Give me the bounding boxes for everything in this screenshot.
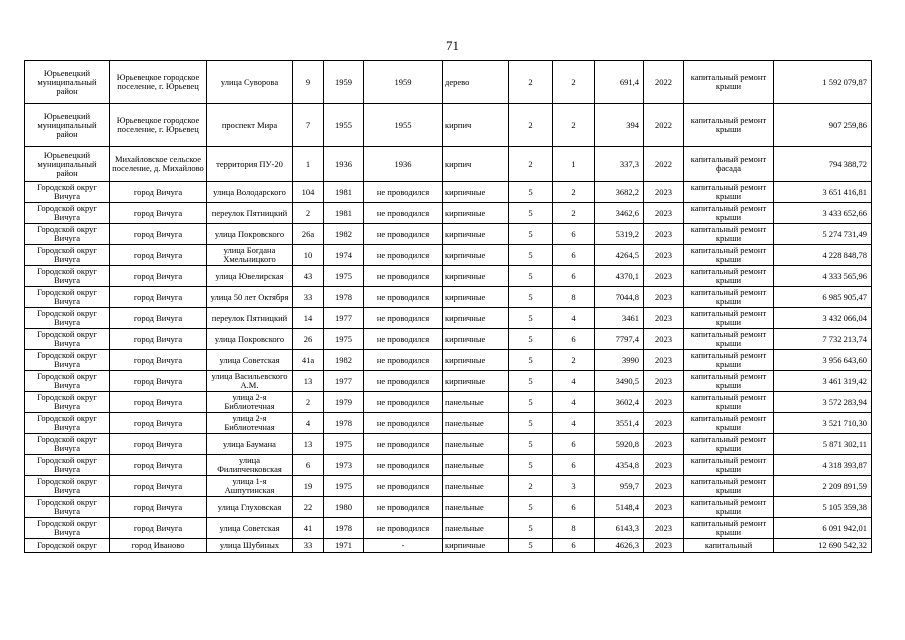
table-row xyxy=(25,518,872,539)
entrances-cell: 2 xyxy=(553,61,595,104)
settlement-cell: город Вичуга xyxy=(110,266,207,287)
settlement-cell: город Вичуга xyxy=(110,392,207,413)
table-row xyxy=(25,497,872,518)
work-type-cell: капитальный ремонт крыши xyxy=(684,203,774,224)
wall-material-cell: кирпичные xyxy=(443,539,509,553)
entrances-cell: 6 xyxy=(553,245,595,266)
entrances-cell: 4 xyxy=(553,308,595,329)
entrances-cell: 4 xyxy=(553,371,595,392)
house-number-cell: 26а xyxy=(293,224,324,245)
wall-material-cell: дерево xyxy=(443,61,509,104)
table-row xyxy=(25,455,872,476)
house-number-cell: 13 xyxy=(293,434,324,455)
year-built-cell: 1981 xyxy=(324,203,364,224)
settlement-cell: город Вичуга xyxy=(110,455,207,476)
work-type-cell: капитальный ремонт крыши xyxy=(684,245,774,266)
floors-cell: 5 xyxy=(509,287,553,308)
entrances-cell: 2 xyxy=(553,350,595,371)
area-cell: 3682,2 xyxy=(595,182,644,203)
plan-year-cell: 2022 xyxy=(644,61,684,104)
year-built-cell: 1979 xyxy=(324,392,364,413)
settlement-cell: Михайловское сельское поселение, д. Михайлово xyxy=(110,147,207,182)
year-built-cell: 1977 xyxy=(324,371,364,392)
area-cell: 3551,4 xyxy=(595,413,644,434)
wall-material-cell: кирпичные xyxy=(443,245,509,266)
floors-cell: 2 xyxy=(509,147,553,182)
cost-cell: 5 871 302,11 xyxy=(774,434,872,455)
year-built-cell: 1978 xyxy=(324,413,364,434)
table-row xyxy=(25,224,872,245)
plan-year-cell: 2023 xyxy=(644,182,684,203)
cost-cell: 4 228 848,78 xyxy=(774,245,872,266)
table-row xyxy=(25,287,872,308)
table-row xyxy=(25,147,872,182)
cost-cell: 6 091 942,01 xyxy=(774,518,872,539)
street-cell: улица 50 лет Октября xyxy=(207,287,293,308)
year-overhaul-cell: не проводился xyxy=(364,182,443,203)
work-type-cell: капитальный ремонт крыши xyxy=(684,413,774,434)
cost-cell: 7 732 213,74 xyxy=(774,329,872,350)
year-overhaul-cell: 1936 xyxy=(364,147,443,182)
cost-cell: 2 209 891,59 xyxy=(774,476,872,497)
plan-year-cell: 2023 xyxy=(644,224,684,245)
settlement-cell: город Вичуга xyxy=(110,371,207,392)
year-overhaul-cell: не проводился xyxy=(364,371,443,392)
house-number-cell: 1 xyxy=(293,147,324,182)
floors-cell: 5 xyxy=(509,497,553,518)
cost-cell: 5 105 359,38 xyxy=(774,497,872,518)
district-cell: Юрьевецкий муниципальный район xyxy=(25,104,110,147)
district-cell: Городской округ Вичуга xyxy=(25,392,110,413)
district-cell: Юрьевецкий муниципальный район xyxy=(25,147,110,182)
cost-cell: 4 333 565,96 xyxy=(774,266,872,287)
settlement-cell: город Иваново xyxy=(110,539,207,553)
plan-year-cell: 2022 xyxy=(644,147,684,182)
settlement-cell: город Вичуга xyxy=(110,476,207,497)
year-overhaul-cell: не проводился xyxy=(364,413,443,434)
cost-cell: 3 433 652,66 xyxy=(774,203,872,224)
house-number-cell: 2 xyxy=(293,203,324,224)
settlement-cell: город Вичуга xyxy=(110,182,207,203)
work-type-cell: капитальный ремонт крыши xyxy=(684,497,774,518)
district-cell: Городской округ Вичуга xyxy=(25,350,110,371)
wall-material-cell: кирпичные xyxy=(443,224,509,245)
floors-cell: 2 xyxy=(509,104,553,147)
house-number-cell: 13 xyxy=(293,371,324,392)
house-number-cell: 33 xyxy=(293,539,324,553)
table-row xyxy=(25,434,872,455)
cost-cell: 6 985 905,47 xyxy=(774,287,872,308)
cost-cell: 12 690 542,32 xyxy=(774,539,872,553)
entrances-cell: 8 xyxy=(553,518,595,539)
district-cell: Городской округ Вичуга xyxy=(25,413,110,434)
work-type-cell: капитальный ремонт крыши xyxy=(684,329,774,350)
wall-material-cell: кирпич xyxy=(443,147,509,182)
year-built-cell: 1982 xyxy=(324,224,364,245)
street-cell: проспект Мира xyxy=(207,104,293,147)
area-cell: 4264,5 xyxy=(595,245,644,266)
work-type-cell: капитальный ремонт крыши xyxy=(684,224,774,245)
plan-year-cell: 2023 xyxy=(644,308,684,329)
settlement-cell: город Вичуга xyxy=(110,350,207,371)
settlement-cell: город Вичуга xyxy=(110,224,207,245)
work-type-cell: капитальный ремонт крыши xyxy=(684,266,774,287)
year-built-cell: 1978 xyxy=(324,518,364,539)
plan-year-cell: 2023 xyxy=(644,350,684,371)
table-row xyxy=(25,371,872,392)
street-cell: улица Советская xyxy=(207,350,293,371)
table-row xyxy=(25,350,872,371)
work-type-cell: капитальный ремонт крыши xyxy=(684,434,774,455)
entrances-cell: 3 xyxy=(553,476,595,497)
house-number-cell: 14 xyxy=(293,308,324,329)
floors-cell: 5 xyxy=(509,434,553,455)
district-cell: Городской округ xyxy=(25,539,110,553)
year-built-cell: 1982 xyxy=(324,350,364,371)
table-row xyxy=(25,476,872,497)
cost-cell: 3 432 066,04 xyxy=(774,308,872,329)
table-row xyxy=(25,539,872,553)
settlement-cell: город Вичуга xyxy=(110,308,207,329)
table-row xyxy=(25,61,872,104)
district-cell: Городской округ Вичуга xyxy=(25,434,110,455)
wall-material-cell: кирпичные xyxy=(443,287,509,308)
plan-year-cell: 2023 xyxy=(644,497,684,518)
year-overhaul-cell: - xyxy=(364,539,443,553)
wall-material-cell: кирпичные xyxy=(443,182,509,203)
street-cell: улица Володарского xyxy=(207,182,293,203)
settlement-cell: Юрьевецкое городское поселение, г. Юрьевец xyxy=(110,104,207,147)
page-number: 71 xyxy=(446,38,459,53)
work-type-cell: капитальный ремонт крыши xyxy=(684,308,774,329)
street-cell: улица Богдана Хмельницкого xyxy=(207,245,293,266)
entrances-cell: 6 xyxy=(553,266,595,287)
year-overhaul-cell: не проводился xyxy=(364,245,443,266)
entrances-cell: 6 xyxy=(553,224,595,245)
plan-year-cell: 2023 xyxy=(644,476,684,497)
year-overhaul-cell: не проводился xyxy=(364,455,443,476)
street-cell: улица Покровского xyxy=(207,329,293,350)
street-cell: улица Советская xyxy=(207,518,293,539)
wall-material-cell: кирпичные xyxy=(443,308,509,329)
street-cell: улица Глуховская xyxy=(207,497,293,518)
entrances-cell: 1 xyxy=(553,147,595,182)
area-cell: 691,4 xyxy=(595,61,644,104)
year-built-cell: 1973 xyxy=(324,455,364,476)
wall-material-cell: кирпичные xyxy=(443,371,509,392)
year-overhaul-cell: не проводился xyxy=(364,224,443,245)
plan-year-cell: 2023 xyxy=(644,413,684,434)
wall-material-cell: панельные xyxy=(443,434,509,455)
year-overhaul-cell: не проводился xyxy=(364,476,443,497)
wall-material-cell: кирпичные xyxy=(443,329,509,350)
work-type-cell: капитальный ремонт крыши xyxy=(684,61,774,104)
area-cell: 3462,6 xyxy=(595,203,644,224)
settlement-cell: Юрьевецкое городское поселение, г. Юрьевец xyxy=(110,61,207,104)
entrances-cell: 6 xyxy=(553,497,595,518)
entrances-cell: 2 xyxy=(553,203,595,224)
table-row xyxy=(25,104,872,147)
year-built-cell: 1936 xyxy=(324,147,364,182)
work-type-cell: капитальный ремонт крыши xyxy=(684,371,774,392)
year-built-cell: 1959 xyxy=(324,61,364,104)
district-cell: Городской округ Вичуга xyxy=(25,308,110,329)
street-cell: улица 2-я Библиотечная xyxy=(207,413,293,434)
year-overhaul-cell: не проводился xyxy=(364,329,443,350)
entrances-cell: 2 xyxy=(553,104,595,147)
entrances-cell: 6 xyxy=(553,434,595,455)
entrances-cell: 6 xyxy=(553,329,595,350)
table-row xyxy=(25,245,872,266)
street-cell: улица Покровского xyxy=(207,224,293,245)
floors-cell: 5 xyxy=(509,203,553,224)
work-type-cell: капитальный ремонт крыши xyxy=(684,476,774,497)
table-row xyxy=(25,182,872,203)
area-cell: 4626,3 xyxy=(595,539,644,553)
street-cell: переулок Пятницкий xyxy=(207,308,293,329)
settlement-cell: город Вичуга xyxy=(110,329,207,350)
buildings-table xyxy=(24,60,872,553)
table-row xyxy=(25,266,872,287)
plan-year-cell: 2023 xyxy=(644,329,684,350)
year-overhaul-cell: не проводился xyxy=(364,434,443,455)
year-built-cell: 1955 xyxy=(324,104,364,147)
district-cell: Городской округ Вичуга xyxy=(25,182,110,203)
wall-material-cell: панельные xyxy=(443,413,509,434)
plan-year-cell: 2023 xyxy=(644,539,684,553)
cost-cell: 5 274 731,49 xyxy=(774,224,872,245)
street-cell: территория ПУ-20 xyxy=(207,147,293,182)
plan-year-cell: 2023 xyxy=(644,371,684,392)
district-cell: Городской округ Вичуга xyxy=(25,224,110,245)
house-number-cell: 4 xyxy=(293,413,324,434)
year-overhaul-cell: не проводился xyxy=(364,497,443,518)
year-built-cell: 1975 xyxy=(324,434,364,455)
entrances-cell: 2 xyxy=(553,182,595,203)
area-cell: 5920,8 xyxy=(595,434,644,455)
district-cell: Городской округ Вичуга xyxy=(25,329,110,350)
entrances-cell: 6 xyxy=(553,539,595,553)
plan-year-cell: 2023 xyxy=(644,266,684,287)
year-overhaul-cell: не проводился xyxy=(364,308,443,329)
street-cell: улица Баумана xyxy=(207,434,293,455)
year-built-cell: 1981 xyxy=(324,182,364,203)
year-overhaul-cell: 1955 xyxy=(364,104,443,147)
settlement-cell: город Вичуга xyxy=(110,413,207,434)
table-row xyxy=(25,392,872,413)
area-cell: 6143,3 xyxy=(595,518,644,539)
cost-cell: 3 521 710,30 xyxy=(774,413,872,434)
work-type-cell: капитальный ремонт крыши xyxy=(684,182,774,203)
wall-material-cell: кирпичные xyxy=(443,266,509,287)
work-type-cell: капитальный ремонт крыши xyxy=(684,455,774,476)
floors-cell: 5 xyxy=(509,518,553,539)
house-number-cell: 9 xyxy=(293,61,324,104)
cost-cell: 3 572 283,94 xyxy=(774,392,872,413)
work-type-cell: капитальный ремонт крыши xyxy=(684,392,774,413)
area-cell: 3602,4 xyxy=(595,392,644,413)
district-cell: Городской округ Вичуга xyxy=(25,245,110,266)
entrances-cell: 8 xyxy=(553,287,595,308)
year-built-cell: 1975 xyxy=(324,329,364,350)
area-cell: 5148,4 xyxy=(595,497,644,518)
work-type-cell: капитальный xyxy=(684,539,774,553)
year-built-cell: 1978 xyxy=(324,287,364,308)
district-cell: Городской округ Вичуга xyxy=(25,476,110,497)
street-cell: улица Филипченковская xyxy=(207,455,293,476)
house-number-cell: 41 xyxy=(293,518,324,539)
area-cell: 959,7 xyxy=(595,476,644,497)
plan-year-cell: 2023 xyxy=(644,434,684,455)
year-built-cell: 1975 xyxy=(324,266,364,287)
year-built-cell: 1980 xyxy=(324,497,364,518)
settlement-cell: город Вичуга xyxy=(110,287,207,308)
area-cell: 4354,8 xyxy=(595,455,644,476)
work-type-cell: капитальный ремонт крыши xyxy=(684,518,774,539)
street-cell: улица Шубиных xyxy=(207,539,293,553)
cost-cell: 794 388,72 xyxy=(774,147,872,182)
floors-cell: 5 xyxy=(509,392,553,413)
plan-year-cell: 2023 xyxy=(644,245,684,266)
floors-cell: 5 xyxy=(509,350,553,371)
table-row xyxy=(25,203,872,224)
area-cell: 3461 xyxy=(595,308,644,329)
house-number-cell: 22 xyxy=(293,497,324,518)
wall-material-cell: панельные xyxy=(443,497,509,518)
street-cell: улица Суворова xyxy=(207,61,293,104)
entrances-cell: 4 xyxy=(553,392,595,413)
house-number-cell: 43 xyxy=(293,266,324,287)
area-cell: 337,3 xyxy=(595,147,644,182)
table-body xyxy=(25,61,872,553)
wall-material-cell: кирпич xyxy=(443,104,509,147)
district-cell: Городской округ Вичуга xyxy=(25,455,110,476)
district-cell: Городской округ Вичуга xyxy=(25,287,110,308)
floors-cell: 5 xyxy=(509,413,553,434)
plan-year-cell: 2023 xyxy=(644,455,684,476)
district-cell: Городской округ Вичуга xyxy=(25,371,110,392)
wall-material-cell: панельные xyxy=(443,476,509,497)
district-cell: Городской округ Вичуга xyxy=(25,518,110,539)
plan-year-cell: 2023 xyxy=(644,203,684,224)
year-overhaul-cell: не проводился xyxy=(364,392,443,413)
wall-material-cell: панельные xyxy=(443,455,509,476)
area-cell: 3990 xyxy=(595,350,644,371)
settlement-cell: город Вичуга xyxy=(110,497,207,518)
district-cell: Юрьевецкий муниципальный район xyxy=(25,61,110,104)
wall-material-cell: панельные xyxy=(443,392,509,413)
entrances-cell: 6 xyxy=(553,455,595,476)
street-cell: улица Ювелирская xyxy=(207,266,293,287)
area-cell: 7044,8 xyxy=(595,287,644,308)
floors-cell: 5 xyxy=(509,224,553,245)
year-built-cell: 1971 xyxy=(324,539,364,553)
floors-cell: 5 xyxy=(509,455,553,476)
floors-cell: 5 xyxy=(509,329,553,350)
work-type-cell: капитальный ремонт фасада xyxy=(684,147,774,182)
plan-year-cell: 2023 xyxy=(644,518,684,539)
settlement-cell: город Вичуга xyxy=(110,434,207,455)
house-number-cell: 19 xyxy=(293,476,324,497)
house-number-cell: 41а xyxy=(293,350,324,371)
table-row xyxy=(25,329,872,350)
area-cell: 7797,4 xyxy=(595,329,644,350)
work-type-cell: капитальный ремонт крыши xyxy=(684,287,774,308)
work-type-cell: капитальный ремонт крыши xyxy=(684,350,774,371)
floors-cell: 5 xyxy=(509,266,553,287)
work-type-cell: капитальный ремонт крыши xyxy=(684,104,774,147)
street-cell: улица 1-я Ашпутинская xyxy=(207,476,293,497)
plan-year-cell: 2023 xyxy=(644,392,684,413)
cost-cell: 3 651 416,81 xyxy=(774,182,872,203)
cost-cell: 3 956 643,60 xyxy=(774,350,872,371)
settlement-cell: город Вичуга xyxy=(110,245,207,266)
district-cell: Городской округ Вичуга xyxy=(25,203,110,224)
area-cell: 3490,5 xyxy=(595,371,644,392)
year-built-cell: 1977 xyxy=(324,308,364,329)
year-overhaul-cell: не проводился xyxy=(364,350,443,371)
floors-cell: 5 xyxy=(509,245,553,266)
house-number-cell: 10 xyxy=(293,245,324,266)
house-number-cell: 7 xyxy=(293,104,324,147)
floors-cell: 2 xyxy=(509,476,553,497)
cost-cell: 4 318 393,87 xyxy=(774,455,872,476)
plan-year-cell: 2023 xyxy=(644,287,684,308)
year-built-cell: 1974 xyxy=(324,245,364,266)
house-number-cell: 2 xyxy=(293,392,324,413)
year-overhaul-cell: не проводился xyxy=(364,518,443,539)
settlement-cell: город Вичуга xyxy=(110,518,207,539)
street-cell: переулок Пятницкий xyxy=(207,203,293,224)
wall-material-cell: кирпичные xyxy=(443,203,509,224)
floors-cell: 2 xyxy=(509,61,553,104)
house-number-cell: 26 xyxy=(293,329,324,350)
district-cell: Городской округ Вичуга xyxy=(25,266,110,287)
cost-cell: 3 461 319,42 xyxy=(774,371,872,392)
area-cell: 4370,1 xyxy=(595,266,644,287)
cost-cell: 907 259,86 xyxy=(774,104,872,147)
year-built-cell: 1975 xyxy=(324,476,364,497)
table-row xyxy=(25,413,872,434)
plan-year-cell: 2022 xyxy=(644,104,684,147)
floors-cell: 5 xyxy=(509,371,553,392)
floors-cell: 5 xyxy=(509,539,553,553)
floors-cell: 5 xyxy=(509,182,553,203)
area-cell: 5319,2 xyxy=(595,224,644,245)
wall-material-cell: панельные xyxy=(443,518,509,539)
street-cell: улица Васильевского А.М. xyxy=(207,371,293,392)
year-overhaul-cell: 1959 xyxy=(364,61,443,104)
house-number-cell: 104 xyxy=(293,182,324,203)
settlement-cell: город Вичуга xyxy=(110,203,207,224)
street-cell: улица 2-я Библиотечная xyxy=(207,392,293,413)
area-cell: 394 xyxy=(595,104,644,147)
entrances-cell: 4 xyxy=(553,413,595,434)
house-number-cell: 33 xyxy=(293,287,324,308)
district-cell: Городской округ Вичуга xyxy=(25,497,110,518)
year-overhaul-cell: не проводился xyxy=(364,203,443,224)
wall-material-cell: кирпичные xyxy=(443,350,509,371)
cost-cell: 1 592 079,87 xyxy=(774,61,872,104)
year-overhaul-cell: не проводился xyxy=(364,266,443,287)
year-overhaul-cell: не проводился xyxy=(364,287,443,308)
floors-cell: 5 xyxy=(509,308,553,329)
table-row xyxy=(25,308,872,329)
house-number-cell: 6 xyxy=(293,455,324,476)
